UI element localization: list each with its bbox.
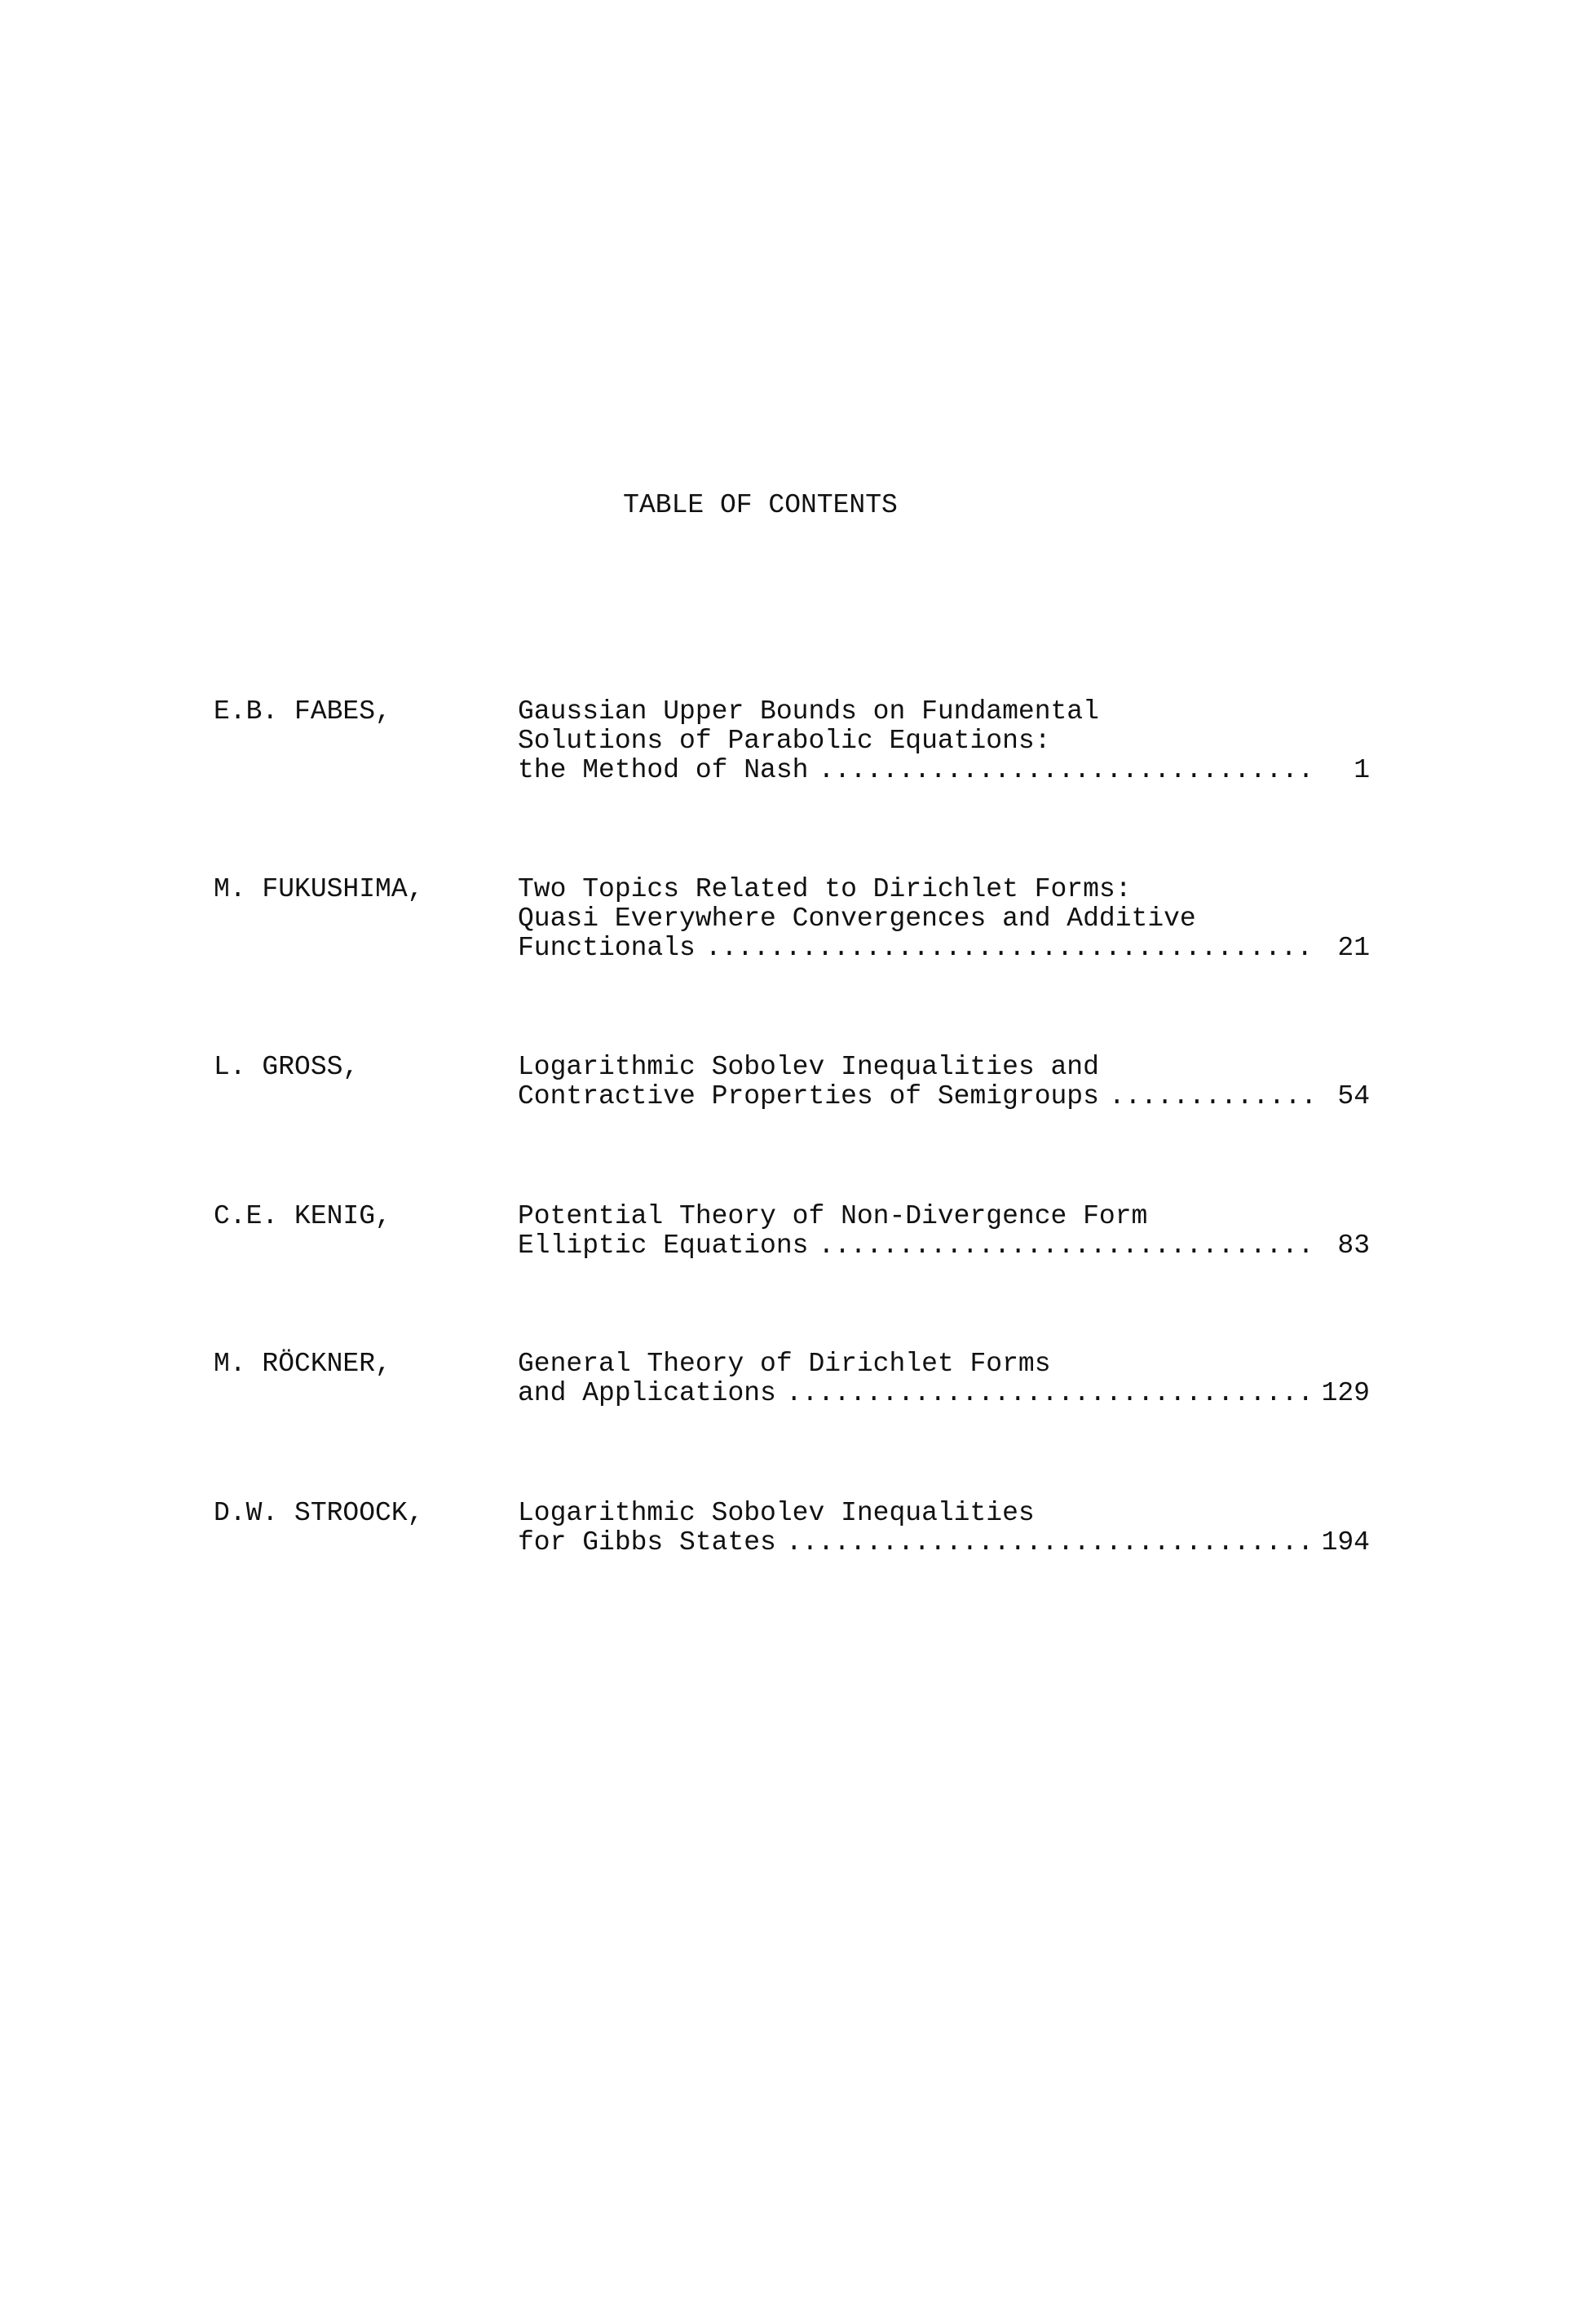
entry-title-last-line	[518, 934, 1370, 963]
entry-author: M. FUKUSHIMA,	[214, 874, 424, 904]
entry-page-number: 21	[1337, 933, 1370, 963]
entry-title-last-line	[518, 756, 1370, 785]
entry-title-line: Logarithmic Sobolev Inequalities	[518, 1498, 1035, 1528]
entry-author: C.E. KENIG,	[214, 1201, 391, 1231]
entry-author: D.W. STROOCK,	[214, 1498, 424, 1528]
entry-author: L. GROSS,	[214, 1052, 360, 1082]
entry-title	[518, 697, 1370, 785]
entry-page-number: 194	[1321, 1527, 1370, 1557]
entry-title-line: the Method of Nash	[518, 755, 809, 785]
entry-title-line: Potential Theory of Non-Divergence Form	[518, 1201, 1148, 1231]
entry-title-line: Solutions of Parabolic Equations:	[518, 726, 1051, 756]
entry-title-line: Functionals	[518, 933, 696, 963]
entry-title	[518, 1350, 1370, 1408]
entry-title	[518, 1499, 1370, 1557]
entry-title-last-line	[518, 1528, 1370, 1557]
entry-title-line: Two Topics Related to Dirichlet Forms:	[518, 874, 1132, 904]
entry-title	[518, 875, 1370, 963]
entry-title-line: Elliptic Equations	[518, 1230, 809, 1261]
entry-title	[518, 1202, 1370, 1261]
entry-title-line: and Applications	[518, 1378, 776, 1408]
entry-title-line: Quasi Everywhere Convergences and Additive	[518, 904, 1196, 934]
entry-title-line: Contractive Properties of Semigroups	[518, 1081, 1099, 1111]
entry-author: M. RÖCKNER,	[214, 1349, 391, 1379]
entry-title-line: Logarithmic Sobolev Inequalities and	[518, 1052, 1099, 1082]
entry-title-last-line	[518, 1082, 1370, 1111]
entry-page-number: 54	[1337, 1081, 1370, 1111]
entry-title-line: Gaussian Upper Bounds on Fundamental	[518, 696, 1099, 727]
dot-leader	[705, 934, 1314, 963]
entry-page-number: 1	[1354, 755, 1370, 785]
entry-title-last-line	[518, 1379, 1370, 1408]
dot-leader	[786, 1528, 1312, 1557]
entry-author: E.B. FABES,	[214, 696, 391, 727]
entry-title-last-line	[518, 1231, 1370, 1261]
dot-leader	[1109, 1082, 1314, 1111]
entry-title-line: General Theory of Dirichlet Forms	[518, 1349, 1051, 1379]
entry-title-line: for Gibbs States	[518, 1527, 776, 1557]
entry-page-number: 129	[1321, 1378, 1370, 1408]
entry-page-number: 83	[1337, 1230, 1370, 1261]
entry-title	[518, 1053, 1370, 1111]
dot-leader	[818, 1231, 1314, 1261]
dot-leader	[818, 756, 1314, 785]
dot-leader	[786, 1379, 1312, 1408]
page-title: TABLE OF CONTENTS	[623, 490, 898, 520]
